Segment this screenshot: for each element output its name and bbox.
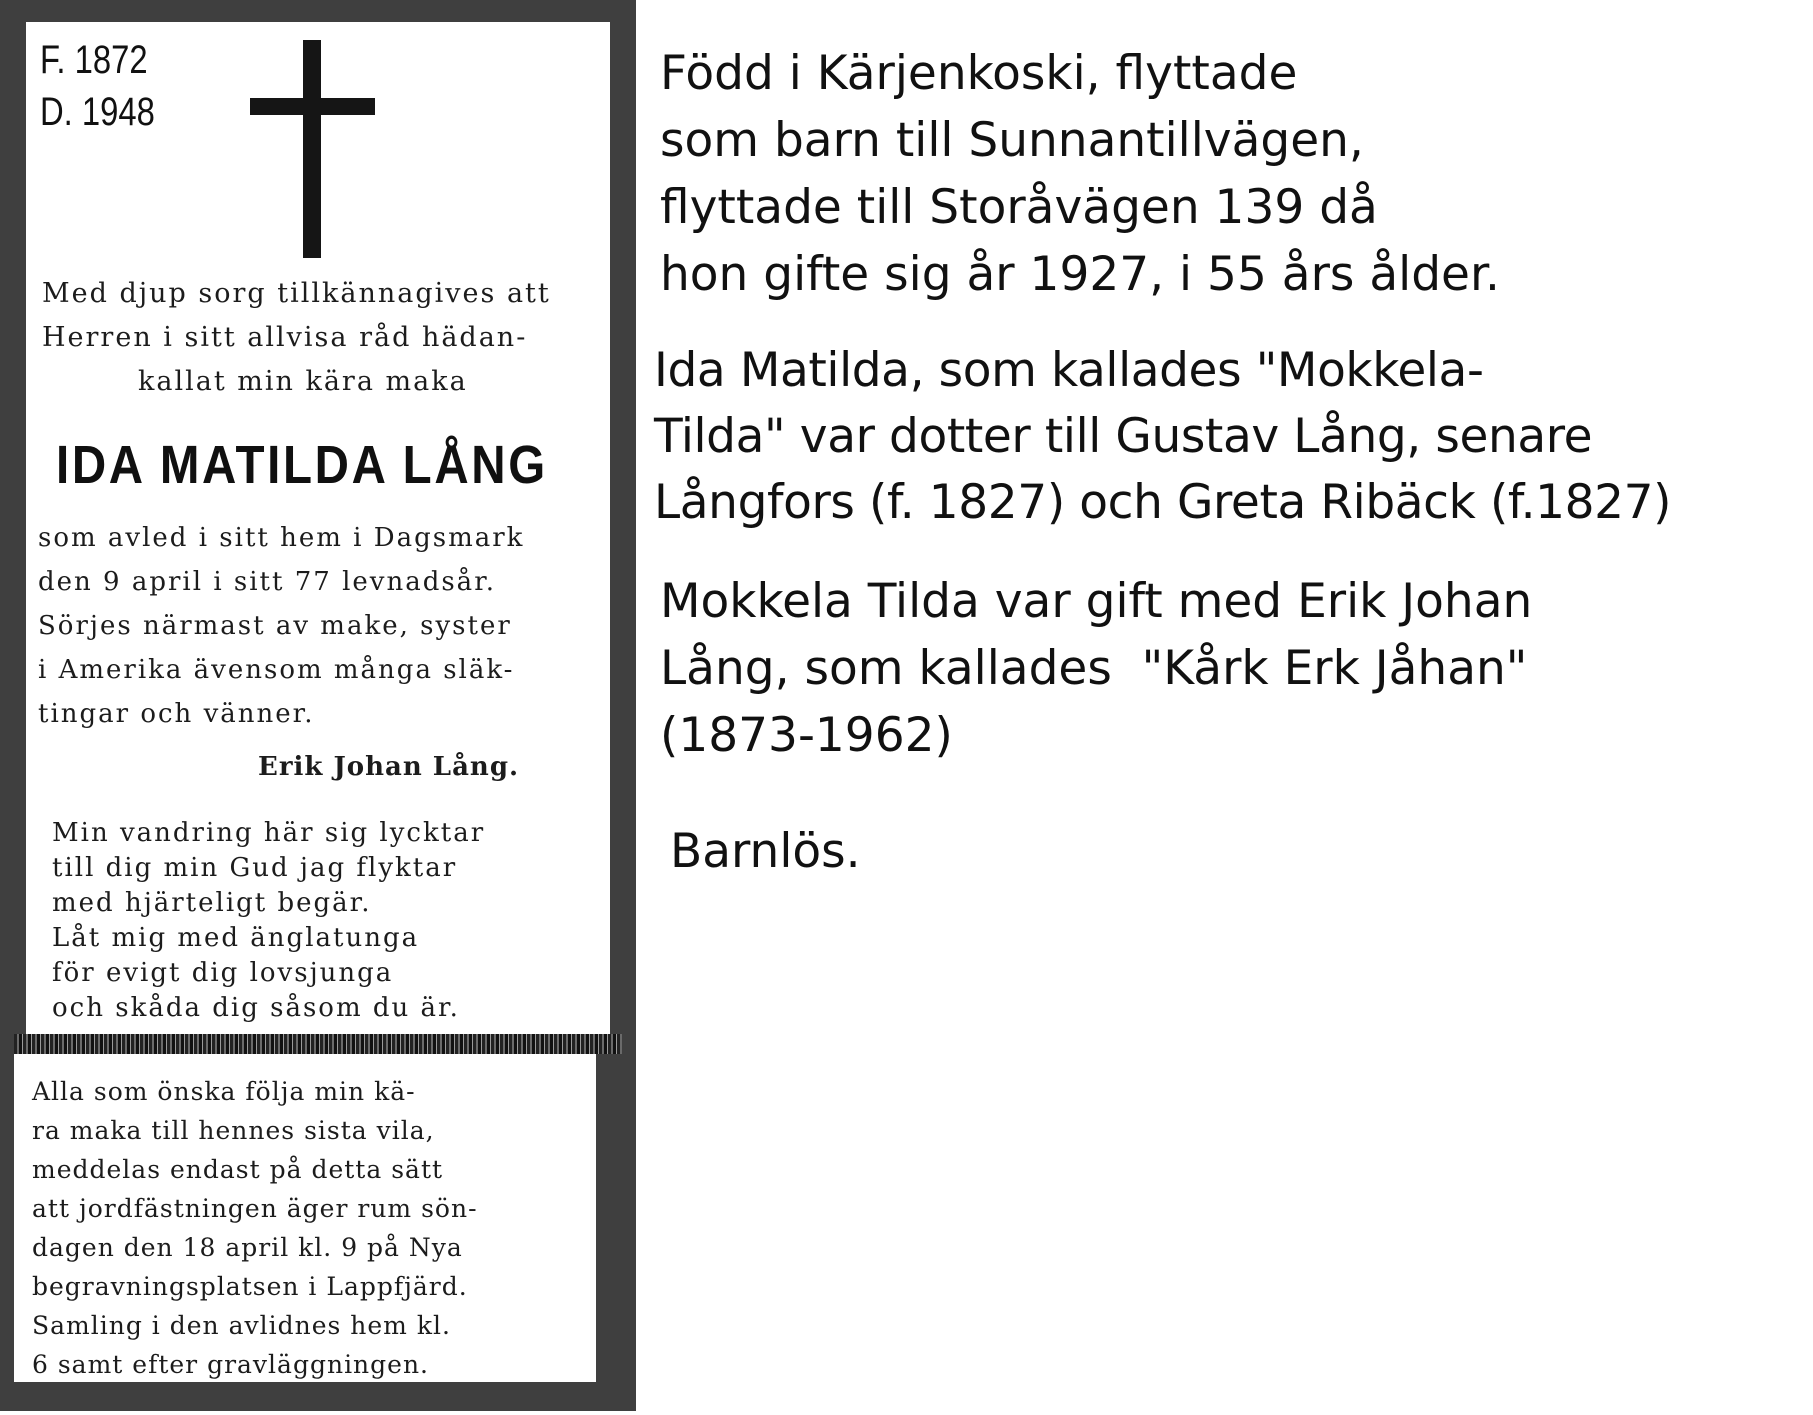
note-line: hon gifte sig år 1927, i 55 års ålder.	[660, 247, 1500, 302]
birth-year: F. 1872	[40, 38, 148, 82]
intro-line: Med djup sorg tillkännagives att	[42, 278, 551, 309]
note-birth-and-moves	[660, 40, 1500, 308]
life-dates	[40, 34, 155, 138]
note-line: Långfors (f. 1827) och Greta Ribäck (f.1827)	[654, 475, 1672, 530]
death-year: D. 1948	[40, 90, 155, 134]
body-line: som avled i sitt hem i Dagsmark	[38, 523, 525, 553]
intro-line: kallat min kära maka	[138, 366, 468, 397]
clipping-divider	[14, 1034, 622, 1054]
obituary-clipping	[0, 0, 636, 1411]
funeral-line: Samling i den avlidnes hem kl.	[32, 1311, 451, 1340]
funeral-line: meddelas endast på detta sätt	[32, 1155, 444, 1184]
verse-line: med hjärteligt begär.	[52, 888, 372, 918]
body-line: i Amerika ävensom många släk-	[38, 655, 515, 685]
note-children: Barnlös.	[670, 824, 861, 879]
verse-line: och skåda dig såsom du är.	[52, 993, 460, 1023]
note-line: som barn till Sunnantillvägen,	[660, 113, 1364, 168]
funeral-line: ra maka till hennes sista vila,	[32, 1116, 435, 1145]
verse-line: Låt mig med änglatunga	[52, 923, 420, 953]
deceased-name: IDA MATILDA LÅNG	[56, 435, 548, 495]
funeral-line: 6 samt efter gravläggningen.	[32, 1350, 430, 1379]
funeral-line: att jordfästningen äger rum sön-	[32, 1194, 478, 1223]
note-spouse	[660, 568, 1532, 769]
verse-line: Min vandring här sig lycktar	[52, 818, 486, 848]
note-line: (1873-1962)	[660, 708, 953, 763]
note-line: flyttade till Storåvägen 139 då	[660, 180, 1378, 235]
announcement-body	[38, 516, 524, 736]
announcement-intro	[42, 272, 551, 404]
funeral-line: dagen den 18 april kl. 9 på Nya	[32, 1233, 463, 1262]
note-line: Född i Kärjenkoski, flyttade	[660, 46, 1298, 101]
body-line: den 9 april i sitt 77 levnadsår.	[38, 567, 497, 597]
note-line: Mokkela Tilda var gift med Erik Johan	[660, 574, 1533, 629]
body-line: Sörjes närmast av make, syster	[38, 611, 512, 641]
intro-line: Herren i sitt allvisa råd hädan-	[42, 322, 528, 353]
body-line: tingar och vänner.	[38, 699, 315, 729]
verse-line: till dig min Gud jag flyktar	[52, 853, 458, 883]
note-line: Lång, som kallades "Kårk Erk Jåhan"	[660, 641, 1528, 696]
verse-line: för evigt dig lovsjunga	[52, 958, 394, 988]
funeral-line: begravningsplatsen i Lappfjärd.	[32, 1272, 468, 1301]
cross-icon	[250, 40, 375, 260]
memorial-verse	[52, 816, 485, 1026]
signature: Erik Johan Lång.	[258, 752, 520, 782]
note-line: Ida Matilda, som kallades "Mokkela-	[654, 343, 1484, 398]
note-parents	[654, 338, 1671, 536]
note-line: Tilda" var dotter till Gustav Lång, senare	[654, 409, 1593, 464]
funeral-line: Alla som önska följa min kä-	[32, 1077, 416, 1106]
funeral-notice	[32, 1072, 478, 1384]
